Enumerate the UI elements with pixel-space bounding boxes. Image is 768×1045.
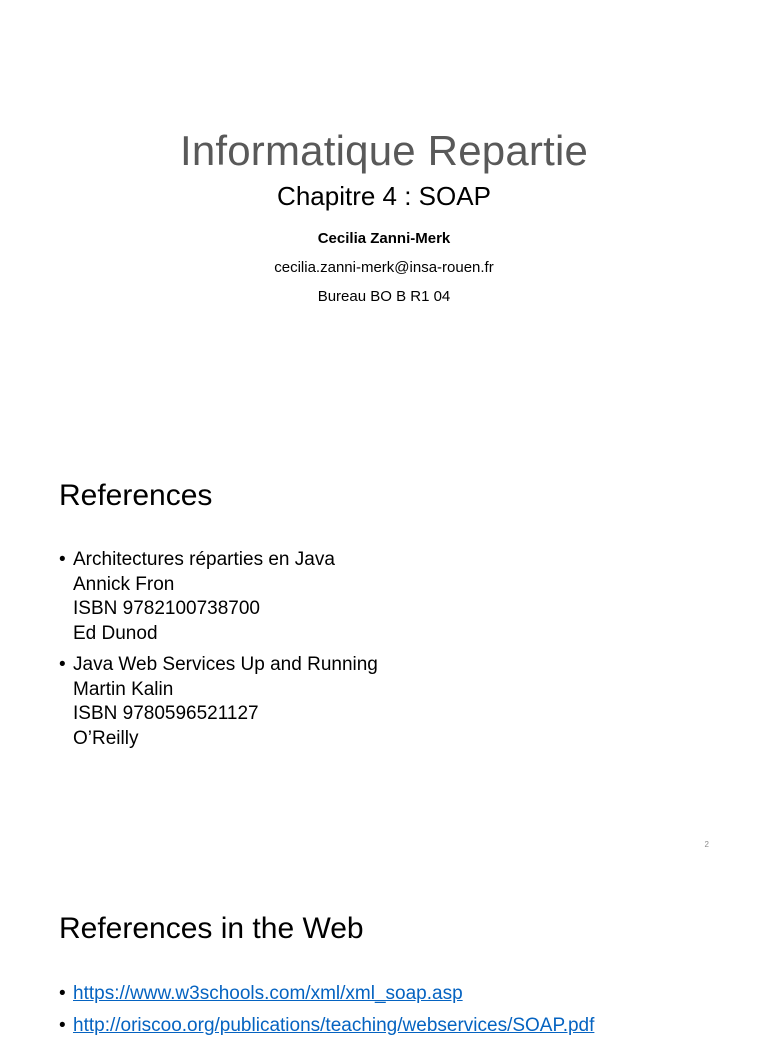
list-item (59, 653, 378, 751)
references-list (59, 548, 378, 758)
author-email: cecilia.zanni-merk@insa-rouen.fr (274, 259, 494, 276)
reference-isbn: ISBN 9780596521127 (73, 703, 259, 724)
reference-title: Java Web Services Up and Running (73, 654, 378, 675)
page-number: 2 (704, 840, 709, 849)
list-item (59, 548, 378, 646)
reference-publisher: Ed Dunod (73, 622, 158, 644)
bullet-icon: • (59, 983, 66, 1004)
references-heading: References (59, 479, 213, 512)
references-slide (0, 432, 768, 864)
web-references-slide (0, 864, 768, 1036)
bullet-icon: • (59, 1014, 66, 1036)
web-references-list (59, 982, 594, 1045)
reference-publisher: O’Reilly (73, 727, 139, 749)
bullet-icon: • (59, 654, 66, 675)
soap-pdf-link[interactable]: http://oriscoo.org/publications/teaching/webservices/SOAP.pdf (73, 1014, 595, 1036)
w3schools-soap-link[interactable]: https://www.w3schools.com/xml/xml_soap.asp (73, 983, 463, 1004)
list-item (59, 982, 594, 1007)
presentation-title: Informatique Repartie (179, 127, 589, 174)
list-item (59, 1014, 594, 1039)
reference-title: Architectures réparties en Java (73, 549, 335, 570)
chapter-subtitle: Chapitre 4 : SOAP (277, 181, 491, 211)
web-references-heading: References in the Web (59, 912, 364, 945)
author-office: Bureau BO B R1 04 (317, 288, 451, 305)
reference-author: Annick Fron (73, 573, 175, 595)
title-slide (0, 0, 768, 432)
author-name: Cecilia Zanni-Merk (317, 230, 451, 247)
bullet-icon: • (59, 549, 66, 570)
reference-author: Martin Kalin (73, 678, 174, 700)
reference-isbn: ISBN 9782100738700 (73, 598, 260, 619)
